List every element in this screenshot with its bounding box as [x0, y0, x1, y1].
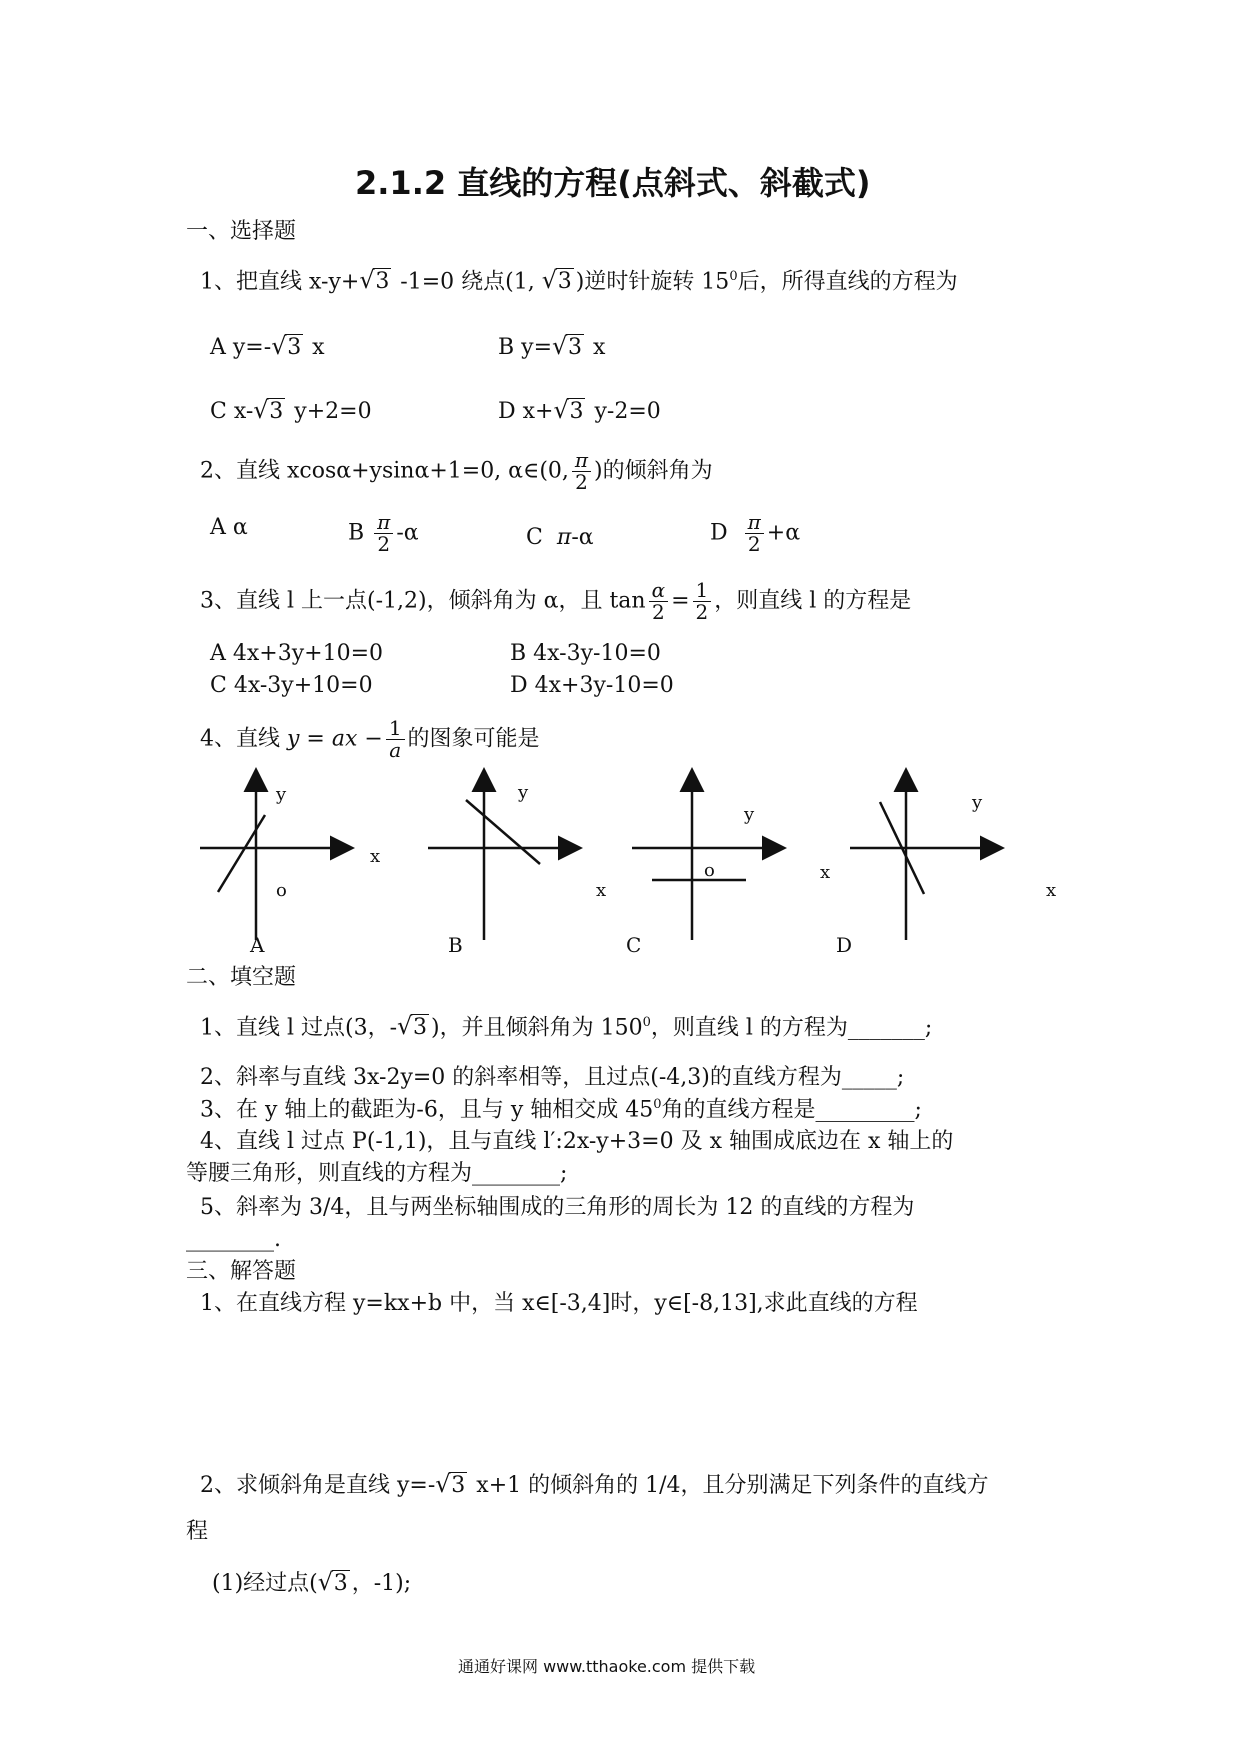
graph-d-y-label: y: [972, 792, 983, 813]
solve-2-line1: 2、求倾斜角是直线 y=-√ 3 x+1 的倾斜角的 1/4，且分别满足下列条件的直线方: [200, 1474, 989, 1498]
q2-option-b: B $\frac{\pi}{2}$ -α: [348, 510, 419, 556]
section-heading-choice: 一、选择题: [186, 219, 297, 244]
fill-5-line1: 5、斜率为 3/4，且与两坐标轴围成的三角形的周长为 12 的直线的方程为: [200, 1195, 915, 1220]
graph-a-origin-label: o: [276, 880, 287, 901]
section-heading-fill: 二、填空题: [186, 965, 297, 990]
graph-d-label: D: [836, 933, 853, 957]
graph-b-y-label: y: [518, 782, 529, 803]
q3-option-c: C 4x-3y+10=0: [210, 673, 373, 698]
page-footer: 通通好课网 www.tthaoke.com 提供下载: [458, 1657, 756, 1676]
solve-1: 1、在直线方程 y=kx+b 中，当 x∈[-3,4]时，y∈[-8,13],求此直线的方程: [200, 1291, 918, 1316]
graph-a-label: A: [250, 933, 265, 957]
q3-option-d: D 4x+3y-10=0: [510, 673, 674, 698]
q2-option-d: D $\frac{\pi}{2}$ +α: [710, 510, 801, 556]
graph-b: [428, 772, 578, 940]
solve-2-part-1: (1)经过点(√ 3 ，-1);: [212, 1572, 411, 1596]
q2-option-c: C π-α: [526, 525, 594, 550]
q2-option-a: A α: [210, 515, 248, 540]
graph-b-x-label: x: [596, 880, 607, 901]
graph-c: [632, 772, 782, 940]
fill-4-line1: 4、直线 l 过点 P(-1,1)，且与直线 l′:2x-y+3=0 及 x 轴围成底边在 x 轴上的: [200, 1129, 954, 1154]
graph-c-origin-label: o: [704, 860, 715, 881]
graph-c-y-label: y: [744, 804, 755, 825]
question-1: 1、把直线 x-y+√ 3 -1=0 绕点(1, √ 3 )逆时针旋转 $15^0$后，所得直线的方程为: [200, 270, 958, 295]
q3-option-a: A 4x+3y+10=0: [210, 641, 384, 666]
fill-4-line2: 等腰三角形，则直线的方程为________;: [186, 1161, 568, 1186]
q3-option-b: B 4x-3y-10=0: [510, 641, 661, 666]
graphs-figure: [0, 760, 1240, 960]
graph-a-x-label: x: [370, 846, 381, 867]
fill-2: 2、斜率与直线 3x-2y=0 的斜率相等，且过点(-4,3)的直线方程为_____;: [200, 1065, 905, 1090]
fill-1: 1、直线 l 过点(3，-√ 3 )，并且倾斜角为 $150^0$，则直线 l 的方程为_______;: [200, 1016, 932, 1041]
q1-option-b: B y=√ 3 x: [498, 336, 605, 360]
fill-5-line2: ________.: [186, 1227, 281, 1252]
question-3: 3、直线 l 上一点(-1,2)，倾斜角为 α，且 tan $\frac{\alpha}{2}$ = $\frac{1}{2}$ ，则直线 l 的方程是: [200, 578, 912, 624]
graph-d-x-label: x: [1046, 880, 1057, 901]
page-title: 2.1.2 直线的方程(点斜式、斜截式): [355, 164, 871, 202]
question-2: 2、直线 xcosα+ysinα+1=0, α∈(0, $\frac{\pi}{2}$ )的倾斜角为: [200, 448, 713, 494]
question-4: 4、直线 y = ax − $\frac{1}{a}$ 的图象可能是: [200, 716, 540, 762]
sqrt-symbol: √ 3: [359, 270, 391, 294]
q1-option-c: C x-√ 3 y+2=0: [210, 400, 372, 424]
graph-b-label: B: [448, 933, 463, 957]
fraction: $\frac{\pi}{2}$: [572, 450, 591, 493]
sqrt-symbol: √ 3: [542, 270, 574, 294]
graph-a-y-label: y: [276, 784, 287, 805]
q1-option-a: A y=-√ 3 x: [210, 336, 325, 360]
graph-a: [200, 772, 350, 940]
graph-d-x-label-left: x: [820, 862, 831, 883]
graph-c-label: C: [626, 933, 642, 957]
q1-option-d: D x+√ 3 y-2=0: [498, 400, 661, 424]
fill-3: 3、在 y 轴上的截距为-6，且与 y 轴相交成 $45^0$角的直线方程是_________;: [200, 1097, 922, 1123]
solve-2-line2: 程: [186, 1519, 209, 1544]
section-heading-solve: 三、解答题: [186, 1259, 297, 1284]
